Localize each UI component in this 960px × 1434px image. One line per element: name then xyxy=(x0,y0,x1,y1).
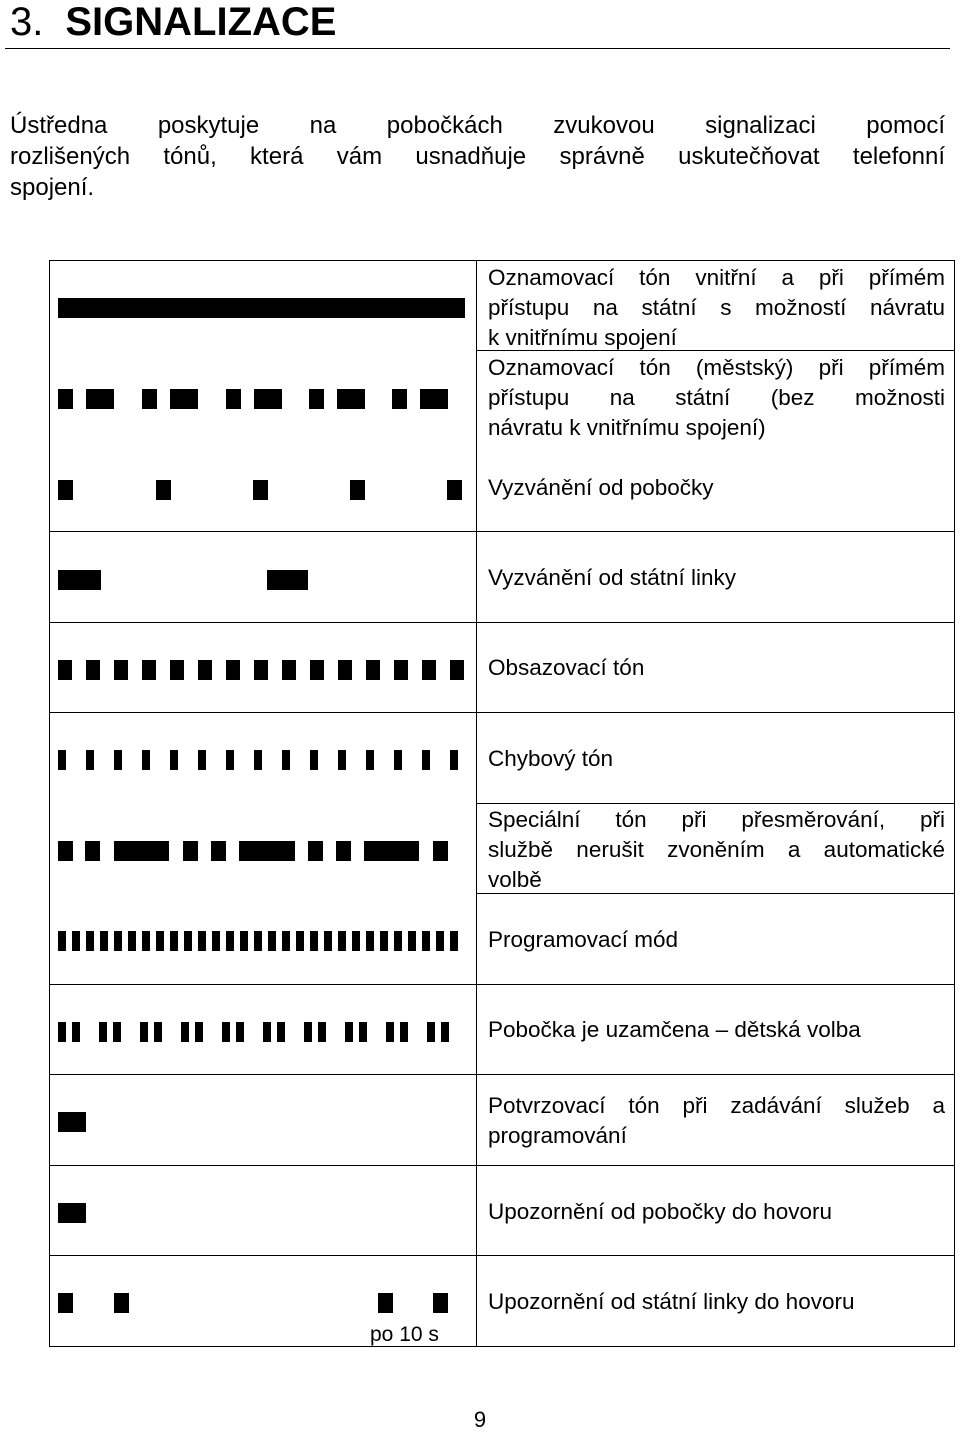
pattern-busy xyxy=(58,660,465,680)
signal-description xyxy=(488,805,945,895)
heading-rule xyxy=(5,48,950,49)
description-line: k vnitřnímu spojení xyxy=(488,325,677,350)
tone-pulse xyxy=(128,931,136,951)
tone-pulse xyxy=(198,660,212,680)
description-line: Vyzvánění od státní linky xyxy=(488,565,737,590)
section-heading xyxy=(10,0,336,50)
tone-pulse xyxy=(58,1293,73,1313)
description-line: Pobočka je uzamčena – dětská volba xyxy=(488,1017,861,1042)
pattern-programming xyxy=(58,931,465,951)
tone-pulse xyxy=(420,389,448,409)
tone-pulse xyxy=(386,1022,394,1042)
signal-description xyxy=(488,653,945,683)
tone-pulse xyxy=(364,841,419,861)
tone-pulse xyxy=(212,931,220,951)
table-rule xyxy=(49,1255,955,1256)
tone-pulse xyxy=(450,660,464,680)
tone-pulse xyxy=(433,1293,448,1313)
tone-pulse xyxy=(394,931,402,951)
tone-pulse xyxy=(268,931,276,951)
tone-pulse xyxy=(170,389,198,409)
tone-pulse xyxy=(253,480,268,500)
pattern-continuous xyxy=(58,298,465,318)
page-number: 9 xyxy=(473,1407,487,1432)
tone-pulse xyxy=(282,750,290,770)
intro-line: Ústředna poskytuje na pobočkách zvukovou signalizaci pomocí xyxy=(10,112,945,139)
tone-pulse xyxy=(338,750,346,770)
tone-pulse xyxy=(254,660,268,680)
tone-pulse xyxy=(195,1022,203,1042)
tone-pulse xyxy=(254,750,262,770)
tone-pulse xyxy=(394,750,402,770)
section-title: SIGNALIZACE xyxy=(65,0,337,44)
section-number: 3. xyxy=(10,0,44,44)
tone-pulse xyxy=(222,1022,230,1042)
description-line: Oznamovací tón (městský) při přímém xyxy=(488,355,945,380)
tone-pulse xyxy=(142,931,150,951)
tone-pulse xyxy=(450,931,458,951)
tone-pulse xyxy=(58,480,73,500)
signal-description xyxy=(488,263,945,353)
signal-table xyxy=(49,260,955,1347)
tone-pulse xyxy=(450,750,458,770)
tone-pulse xyxy=(86,750,94,770)
tone-bar xyxy=(58,298,465,318)
tone-pulse xyxy=(142,750,150,770)
tone-pulse xyxy=(352,931,360,951)
tone-pulse xyxy=(72,931,80,951)
interval-note: po 10 s xyxy=(370,1323,439,1346)
tone-pulse xyxy=(380,931,388,951)
signal-description xyxy=(488,473,945,503)
description-line: Speciální tón při přesměrování, při xyxy=(488,807,945,832)
table-rule xyxy=(49,984,955,985)
tone-pulse xyxy=(324,931,332,951)
tone-pulse xyxy=(309,389,324,409)
tone-pulse xyxy=(337,389,365,409)
tone-pulse xyxy=(113,1022,121,1042)
tone-pulse xyxy=(263,1022,271,1042)
tone-pulse xyxy=(58,841,73,861)
description-line: návratu k vnitřnímu spojení) xyxy=(488,415,766,440)
tone-pulse xyxy=(447,480,462,500)
tone-pulse xyxy=(296,931,304,951)
pattern-ring-trunk xyxy=(58,570,465,590)
pattern-call-waiting-trunk xyxy=(58,1293,465,1313)
signal-description xyxy=(488,1197,945,1227)
tone-pulse xyxy=(211,841,226,861)
tone-pulse xyxy=(99,1022,107,1042)
tone-pulse xyxy=(58,1203,86,1223)
tone-pulse xyxy=(350,480,365,500)
tone-pulse xyxy=(318,1022,326,1042)
pattern-locked xyxy=(58,1022,465,1042)
tone-pulse xyxy=(310,660,324,680)
description-line: přístupu na státní (bez možnosti xyxy=(488,385,945,410)
description-line: Vyzvánění od pobočky xyxy=(488,475,714,500)
tone-pulse xyxy=(226,750,234,770)
tone-pulse xyxy=(58,750,66,770)
table-rule xyxy=(49,712,955,713)
tone-pulse xyxy=(359,1022,367,1042)
tone-pulse xyxy=(142,389,157,409)
tone-pulse xyxy=(422,660,436,680)
tone-pulse xyxy=(392,389,407,409)
tone-pulse xyxy=(378,1293,393,1313)
tone-pulse xyxy=(72,1022,80,1042)
tone-pulse xyxy=(310,750,318,770)
pattern-confirm xyxy=(58,1112,465,1132)
tone-pulse xyxy=(433,841,448,861)
table-rule xyxy=(476,803,955,804)
tone-pulse xyxy=(441,1022,449,1042)
signal-description xyxy=(488,1015,945,1045)
tone-pulse xyxy=(154,1022,162,1042)
signal-description xyxy=(488,925,945,955)
tone-pulse xyxy=(304,1022,312,1042)
tone-pulse xyxy=(58,389,73,409)
table-rule xyxy=(49,1074,955,1075)
pattern-short-long xyxy=(58,389,465,409)
tone-pulse xyxy=(58,660,72,680)
tone-pulse xyxy=(198,931,206,951)
pattern-ring-extension xyxy=(58,480,465,500)
tone-pulse xyxy=(282,660,296,680)
description-line: Upozornění od státní linky do hovoru xyxy=(488,1289,855,1314)
tone-pulse xyxy=(114,931,122,951)
tone-pulse xyxy=(366,750,374,770)
description-line: Chybový tón xyxy=(488,746,614,771)
tone-pulse xyxy=(226,389,241,409)
intro-paragraph xyxy=(10,110,945,203)
tone-pulse xyxy=(239,841,295,861)
tone-pulse xyxy=(338,660,352,680)
tone-pulse xyxy=(184,931,192,951)
tone-pulse xyxy=(394,660,408,680)
tone-pulse xyxy=(114,660,128,680)
table-rule xyxy=(49,531,955,532)
description-line: Potvrzovací tón při zadávání služeb a xyxy=(488,1093,945,1118)
tone-pulse xyxy=(198,750,206,770)
description-line: Oznamovací tón vnitřní a při přímém xyxy=(488,265,945,290)
tone-pulse xyxy=(345,1022,353,1042)
tone-pulse xyxy=(100,931,108,951)
tone-pulse xyxy=(308,841,323,861)
signal-description xyxy=(488,744,945,774)
tone-pulse xyxy=(422,931,430,951)
intro-line: rozlišených tónů, která vám usnadňuje správně uskutečňovat telefonní xyxy=(10,143,945,170)
tone-pulse xyxy=(277,1022,285,1042)
tone-pulse xyxy=(240,931,248,951)
tone-pulse xyxy=(114,750,122,770)
tone-pulse xyxy=(114,841,169,861)
tone-pulse xyxy=(422,750,430,770)
description-line: programování xyxy=(488,1123,627,1148)
tone-pulse xyxy=(181,1022,189,1042)
tone-pulse xyxy=(226,931,234,951)
table-rule xyxy=(49,1165,955,1166)
description-line: službě nerušit zvoněním a automatické xyxy=(488,837,945,862)
description-line: Obsazovací tón xyxy=(488,655,645,680)
tone-pulse xyxy=(170,931,178,951)
tone-pulse xyxy=(338,931,346,951)
tone-pulse xyxy=(142,660,156,680)
tone-pulse xyxy=(254,389,282,409)
tone-pulse xyxy=(170,750,178,770)
tone-pulse xyxy=(58,1112,86,1132)
tone-pulse xyxy=(170,660,184,680)
tone-pulse xyxy=(58,1022,66,1042)
tone-pulse xyxy=(254,931,262,951)
signal-description xyxy=(488,563,945,593)
tone-pulse xyxy=(86,389,114,409)
tone-pulse xyxy=(400,1022,408,1042)
signal-description xyxy=(488,1287,945,1317)
tone-pulse xyxy=(226,660,240,680)
pattern-error xyxy=(58,750,465,770)
tone-pulse xyxy=(85,841,100,861)
tone-pulse xyxy=(156,480,171,500)
tone-pulse xyxy=(267,570,308,590)
tone-pulse xyxy=(86,931,94,951)
signal-description xyxy=(488,353,945,443)
tone-pulse xyxy=(408,931,416,951)
tone-pulse xyxy=(114,1293,129,1313)
tone-pulse xyxy=(236,1022,244,1042)
table-rule xyxy=(49,622,955,623)
description-line: Programovací mód xyxy=(488,927,679,952)
tone-pulse xyxy=(366,660,380,680)
intro-line: spojení. xyxy=(10,174,95,201)
tone-pulse xyxy=(282,931,290,951)
tone-pulse xyxy=(310,931,318,951)
description-line: přístupu na státní s možností návratu xyxy=(488,295,945,320)
tone-pulse xyxy=(427,1022,435,1042)
tone-pulse xyxy=(183,841,198,861)
signal-description xyxy=(488,1091,945,1151)
tone-pulse xyxy=(58,931,66,951)
tone-pulse xyxy=(58,570,101,590)
tone-pulse xyxy=(436,931,444,951)
pattern-special xyxy=(58,841,465,861)
tone-pulse xyxy=(86,660,100,680)
pattern-call-waiting-ext xyxy=(58,1203,465,1223)
description-line: volbě xyxy=(488,867,542,892)
tone-pulse xyxy=(140,1022,148,1042)
tone-pulse xyxy=(336,841,351,861)
description-line: Upozornění od pobočky do hovoru xyxy=(488,1199,832,1224)
tone-pulse xyxy=(156,931,164,951)
tone-pulse xyxy=(366,931,374,951)
